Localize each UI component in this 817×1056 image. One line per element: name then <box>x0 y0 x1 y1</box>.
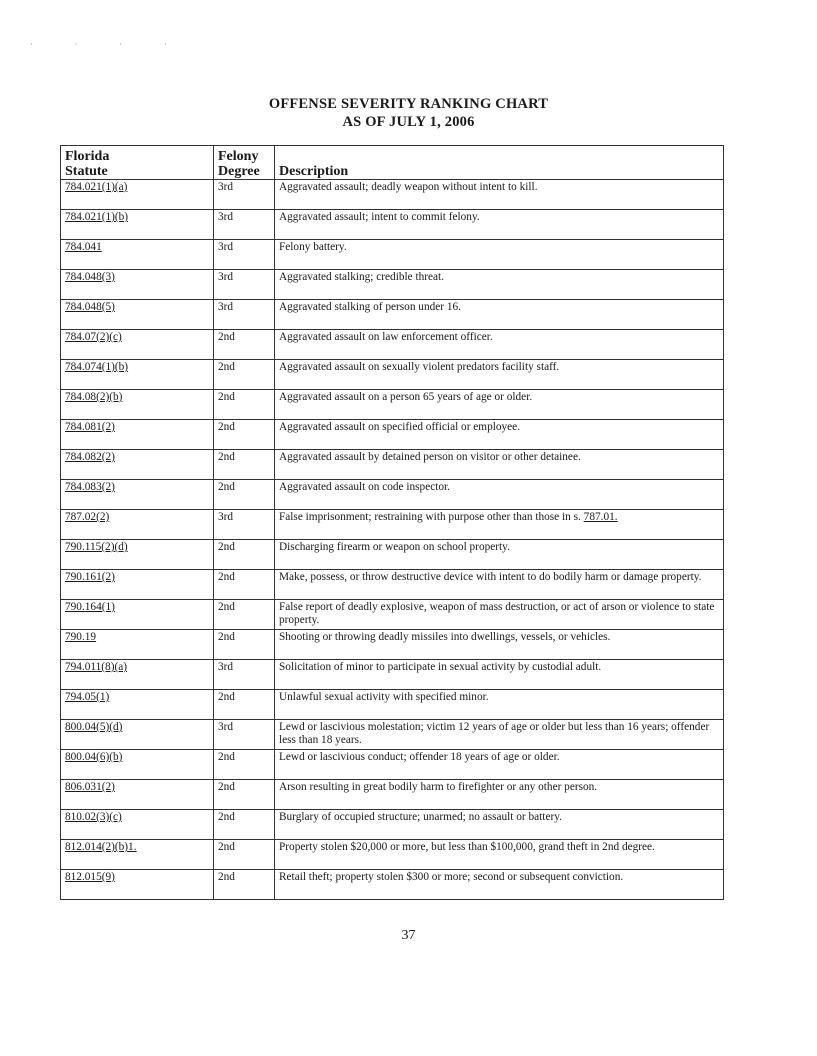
description-text: Aggravated assault on code inspector. <box>279 481 450 493</box>
felony-degree-cell: 2nd <box>214 330 275 360</box>
table-row <box>61 720 724 750</box>
table-row <box>61 510 724 540</box>
felony-degree-cell: 3rd <box>214 660 275 690</box>
felony-degree-cell: 2nd <box>214 480 275 510</box>
felony-degree-cell: 2nd <box>214 780 275 810</box>
description-cell <box>275 600 724 630</box>
felony-degree-cell: 3rd <box>214 720 275 750</box>
table-row <box>61 390 724 420</box>
description-text: Aggravated assault on a person 65 years of age or older. <box>279 391 533 403</box>
description-text: Lewd or lascivious molestation; victim 12 years of age or older but less than 16 years; offender less than 18 years. <box>279 721 710 746</box>
description-text: Shooting or throwing deadly missiles into dwellings, vessels, or vehicles. <box>279 631 611 643</box>
table-row <box>61 750 724 780</box>
description-cell <box>275 540 724 570</box>
description-cell <box>275 300 724 330</box>
description-text: Aggravated stalking; credible threat. <box>279 271 444 283</box>
description-text: Felony battery. <box>279 241 347 253</box>
description-cell <box>275 360 724 390</box>
statute-link[interactable]: 810.02(3)(c) <box>65 811 122 823</box>
statute-link[interactable]: 784.048(3) <box>65 271 115 283</box>
statute-cell <box>61 330 214 360</box>
description-text: Aggravated assault by detained person on visitor or other detainee. <box>279 451 581 463</box>
table-row <box>61 180 724 210</box>
felony-degree-cell: 3rd <box>214 270 275 300</box>
statute-cell <box>61 810 214 840</box>
felony-degree-cell: 3rd <box>214 210 275 240</box>
description-cell <box>275 510 724 540</box>
column-header-line: Degree <box>218 164 260 179</box>
table-row <box>61 870 724 900</box>
description-cell <box>275 240 724 270</box>
table-row <box>61 840 724 870</box>
table-row <box>61 600 724 630</box>
statute-link[interactable]: 790.19 <box>65 631 97 643</box>
statute-cell <box>61 750 214 780</box>
statute-cell <box>61 540 214 570</box>
statute-cell <box>61 360 214 390</box>
statute-cell <box>61 210 214 240</box>
table-row <box>61 780 724 810</box>
felony-degree-cell: 2nd <box>214 570 275 600</box>
felony-degree-cell: 2nd <box>214 360 275 390</box>
statute-link[interactable]: 790.164(1) <box>65 601 115 613</box>
description-text: Aggravated assault on specified official or employee. <box>279 421 521 433</box>
table-row <box>61 210 724 240</box>
page-subtitle: AS OF JULY 1, 2006 <box>342 114 475 130</box>
page-title: OFFENSE SEVERITY RANKING CHART <box>268 96 549 112</box>
column-header-description <box>275 146 724 180</box>
column-header-line: Description <box>279 164 349 179</box>
description-text: Retail theft; property stolen $300 or more; second or subsequent conviction. <box>279 871 624 883</box>
description-text: Aggravated assault; deadly weapon without intent to kill. <box>279 181 538 193</box>
felony-degree-cell: 2nd <box>214 540 275 570</box>
description-cell <box>275 270 724 300</box>
description-text: Lewd or lascivious conduct; offender 18 years of age or older. <box>279 751 560 763</box>
description-text: False imprisonment; restraining with purpose other than those in s. <box>279 511 584 523</box>
description-cell <box>275 720 724 750</box>
description-text: Property stolen $20,000 or more, but less than $100,000, grand theft in 2nd degree. <box>279 841 655 853</box>
column-header-line: Statute <box>65 164 108 179</box>
statute-link[interactable]: 784.041 <box>65 241 102 253</box>
table-row <box>61 540 724 570</box>
felony-degree-cell: 3rd <box>214 510 275 540</box>
statute-link[interactable]: 800.04(6)(b) <box>65 751 123 763</box>
description-cell <box>275 390 724 420</box>
felony-degree-cell: 2nd <box>214 630 275 660</box>
table-row <box>61 660 724 690</box>
table-row <box>61 420 724 450</box>
statute-cell <box>61 600 214 630</box>
statute-link[interactable]: 787.02(2) <box>65 511 110 523</box>
statute-cell <box>61 510 214 540</box>
statute-cell <box>61 630 214 660</box>
statute-cell <box>61 240 214 270</box>
description-cell <box>275 480 724 510</box>
felony-degree-cell: 3rd <box>214 300 275 330</box>
felony-degree-cell: 2nd <box>214 390 275 420</box>
felony-degree-cell: 2nd <box>214 690 275 720</box>
statute-link[interactable]: 784.07(2)(c) <box>65 331 122 343</box>
statute-link[interactable]: 784.083(2) <box>65 481 115 493</box>
statute-link[interactable]: 784.021(1)(b) <box>65 211 129 223</box>
statute-cell <box>61 870 214 900</box>
statute-cell <box>61 390 214 420</box>
description-cell <box>275 570 724 600</box>
statute-link[interactable]: 784.021(1)(a) <box>65 181 128 193</box>
statute-link[interactable]: 812.015(9) <box>65 871 115 883</box>
table-row <box>61 570 724 600</box>
table-row <box>61 300 724 330</box>
statute-cell <box>61 420 214 450</box>
column-header-statute <box>61 146 214 180</box>
felony-degree-cell: 2nd <box>214 810 275 840</box>
description-text: Aggravated assault on law enforcement officer. <box>279 331 493 343</box>
description-cell <box>275 180 724 210</box>
felony-degree-cell: 3rd <box>214 240 275 270</box>
description-cell <box>275 840 724 870</box>
statute-cell <box>61 480 214 510</box>
description-cell <box>275 630 724 660</box>
statute-link[interactable]: 794.011(8)(a) <box>65 661 128 673</box>
statute-link[interactable]: 784.081(2) <box>65 421 115 433</box>
column-header-degree <box>214 146 275 180</box>
felony-degree-cell: 2nd <box>214 870 275 900</box>
description-statute-link[interactable]: 787.01. <box>583 511 618 523</box>
statute-cell <box>61 450 214 480</box>
statute-cell <box>61 180 214 210</box>
description-cell <box>275 750 724 780</box>
statute-cell <box>61 780 214 810</box>
description-text: False report of deadly explosive, weapon of mass destruction, or act of arson or violence to state property. <box>279 601 715 626</box>
felony-degree-cell: 2nd <box>214 450 275 480</box>
statute-link[interactable]: 812.014(2)(b)1. <box>65 841 137 853</box>
statute-link[interactable]: 784.074(1)(b) <box>65 361 129 373</box>
table-row <box>61 480 724 510</box>
description-cell <box>275 450 724 480</box>
statute-link[interactable]: 784.08(2)(b) <box>65 391 123 403</box>
description-text: Make, possess, or throw destructive device with intent to do bodily harm or damage property. <box>279 571 702 583</box>
description-cell <box>275 420 724 450</box>
statute-link[interactable]: 790.115(2)(d) <box>65 541 128 553</box>
column-header-line: Florida <box>65 149 110 164</box>
statute-link[interactable]: 784.048(5) <box>65 301 115 313</box>
statute-cell <box>61 300 214 330</box>
description-text: Aggravated stalking of person under 16. <box>279 301 461 313</box>
offense-severity-table <box>60 145 724 900</box>
statute-cell <box>61 660 214 690</box>
table-header-row <box>61 146 724 180</box>
table-row <box>61 690 724 720</box>
felony-degree-cell: 3rd <box>214 180 275 210</box>
statute-cell <box>61 720 214 750</box>
statute-cell <box>61 840 214 870</box>
description-cell <box>275 690 724 720</box>
column-header-line: Felony <box>218 149 259 164</box>
description-cell <box>275 330 724 360</box>
description-text: Unlawful sexual activity with specified minor. <box>279 691 489 703</box>
statute-cell <box>61 270 214 300</box>
statute-link[interactable]: 784.082(2) <box>65 451 115 463</box>
description-text: Solicitation of minor to participate in sexual activity by custodial adult. <box>279 661 602 673</box>
table-row <box>61 330 724 360</box>
description-cell <box>275 780 724 810</box>
felony-degree-cell: 2nd <box>214 840 275 870</box>
description-cell <box>275 210 724 240</box>
table-row <box>61 630 724 660</box>
description-text: Arson resulting in great bodily harm to firefighter or any other person. <box>279 781 598 793</box>
table-row <box>61 270 724 300</box>
felony-degree-cell: 2nd <box>214 750 275 780</box>
statute-cell <box>61 570 214 600</box>
page-number: 37 <box>401 928 416 943</box>
statute-link[interactable]: 800.04(5)(d) <box>65 721 123 733</box>
felony-degree-cell: 2nd <box>214 420 275 450</box>
table-row <box>61 240 724 270</box>
description-text: Discharging firearm or weapon on school property. <box>279 541 510 553</box>
description-text: Aggravated assault; intent to commit felony. <box>279 211 480 223</box>
description-text: Aggravated assault on sexually violent predators facility staff. <box>279 361 560 373</box>
statute-link[interactable]: 794.05(1) <box>65 691 110 703</box>
description-text: Burglary of occupied structure; unarmed; no assault or battery. <box>279 811 562 823</box>
table-row <box>61 360 724 390</box>
statute-cell <box>61 690 214 720</box>
table-row <box>61 450 724 480</box>
description-cell <box>275 870 724 900</box>
statute-link[interactable]: 806.031(2) <box>65 781 115 793</box>
description-cell <box>275 660 724 690</box>
scan-specks: · · · · <box>30 40 187 49</box>
felony-degree-cell: 2nd <box>214 600 275 630</box>
statute-link[interactable]: 790.161(2) <box>65 571 115 583</box>
description-cell <box>275 810 724 840</box>
table-row <box>61 810 724 840</box>
